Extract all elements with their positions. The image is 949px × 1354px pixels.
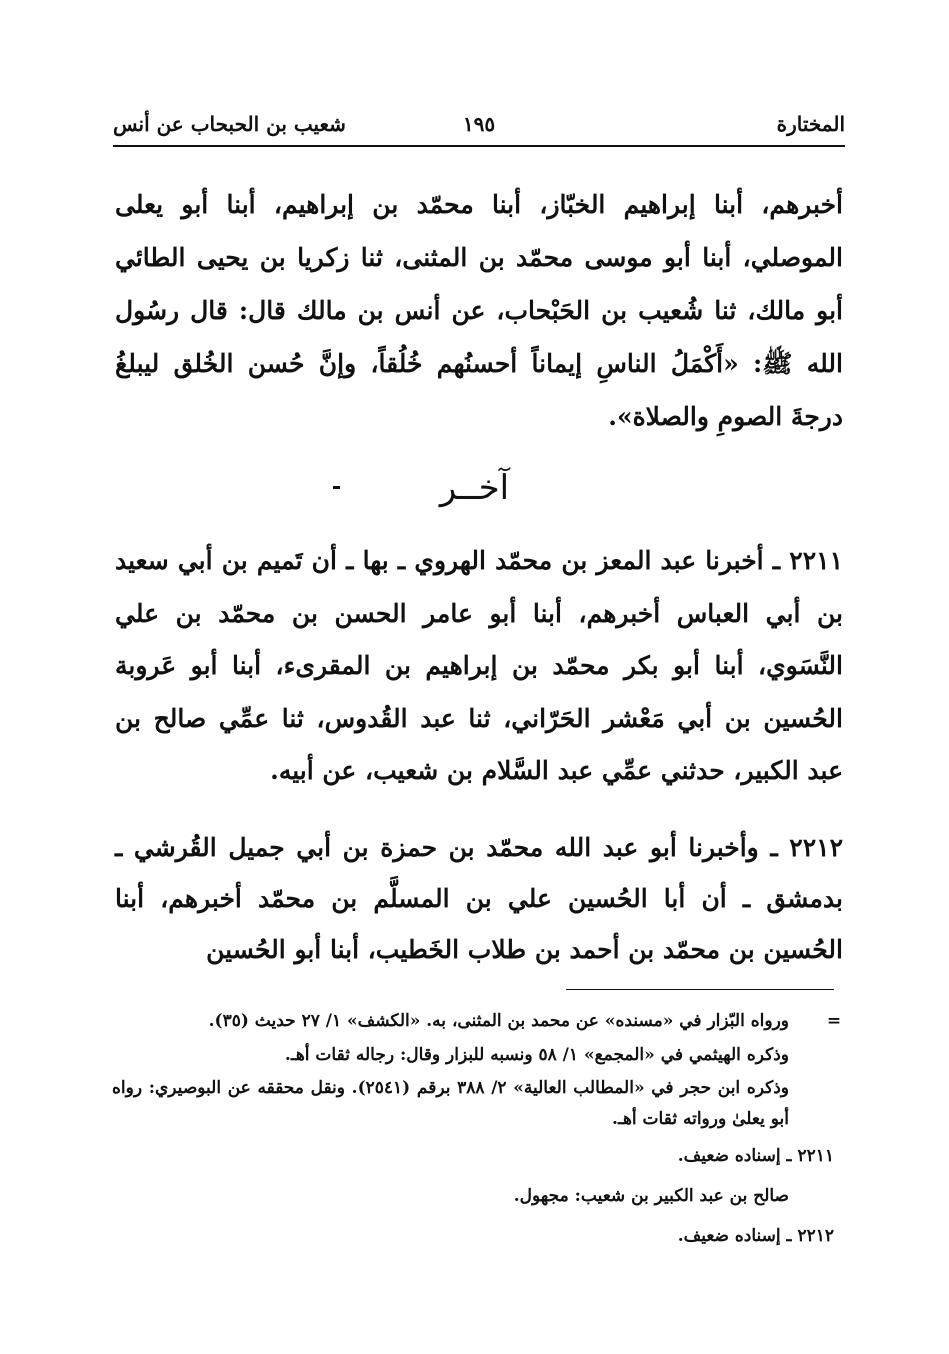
footnote-line: وذكره ابن حجر في «المطالب العالية» ٢/ ٣٨٨ برقم (٢٥٤١). ونقل محققه عن البوصيري: رواه أبو يعلىٰ ورواته ثقات أهـ. (112, 1078, 789, 1129)
hadith-continuation (115, 178, 843, 443)
running-header (113, 106, 845, 146)
footnote-divider (566, 989, 834, 990)
footnote-line: ٢٢١١ ـ إسناده ضعيف. (677, 1146, 834, 1166)
footnote-line: وذكره الهيثمي في «المجمع» ١/ ٥٨ ونسبه للبزار وقال: رجاله ثقات أهـ. (284, 1045, 789, 1065)
footnotes (112, 1006, 842, 1255)
footnote-line: ورواه البّزار في «مسنده» عن محمد بن المثنى، به. «الكشف» ١/ ٢٧ حديث (٣٥). (208, 1011, 789, 1031)
header-divider (113, 145, 845, 147)
paragraph-2211: ٢٢١١ ـ أخبرنا عبد المعز بن محمّد الهروي ـ بها ـ أن تَميم بن أبي سعيد بن أبي العباس أخبرهم، أبنا أبو عامر الحسن بن محمّد بن علي النَّسَوي، أبنا أبو بكر محمّد بن إبراهيم بن المقرىء، أبنا أبو عَروبة الحُسين بن أبي مَعْشر الحَرّاني، ثنا عبد القُدوس، ثنا عمِّي صالح بن عبد الكبير، حدثني عمِّي عبد السَّلام بن شعيب، عن أبيه. (115, 546, 843, 785)
footnote-line: صالح بن عبد الكبير بن شعيب: مجهول. (513, 1186, 789, 1206)
ornament-dot (333, 486, 340, 489)
paragraph-2212: ٢٢١٢ ـ وأخبرنا أبو عبد الله محمّد بن حمزة بن أبي جميل القُرشي ـ بدمشق ـ أن أبا الحُسين علي بن المسلَّم بن محمّد أخبرهم، أبنا الحُسين بن محمّد بن أحمد بن طلاب الخَطيب، أبنا أبو الحُسين (115, 833, 843, 964)
header-chapter-title: شعيب بن الحبحاب عن أنس (113, 112, 346, 136)
footnote-continuation-marker: = (826, 1011, 842, 1031)
header-book-title: المختارة (776, 112, 845, 136)
page-number: ١٩٥ (462, 112, 496, 136)
hadith-2212 (115, 822, 843, 975)
section-title: آخــر (439, 468, 510, 508)
hadith-2211 (115, 535, 843, 798)
paragraph-continuation: أخبرهم، أبنا إبراهيم الخبّاز، أبنا محمّد بن إبراهيم، أبنا أبو يعلى الموصلي، أبنا أبو موسى محمّد بن المثنى، ثنا زكريا بن يحيى الطائي أبو مالك، ثنا شُعيب بن الحَبْحاب، عن أنس بن مالك قال: قال رسُول الله ﷺ: «أَكْمَلُ الناسِ إيماناً أحسنُهم خُلُقاً، وإنَّ حُسن الخُلق ليبلغُ درجةَ الصومِ والصلاة». (115, 190, 843, 431)
footnote-line: ٢٢١٢ ـ إسناده ضعيف. (677, 1226, 834, 1246)
